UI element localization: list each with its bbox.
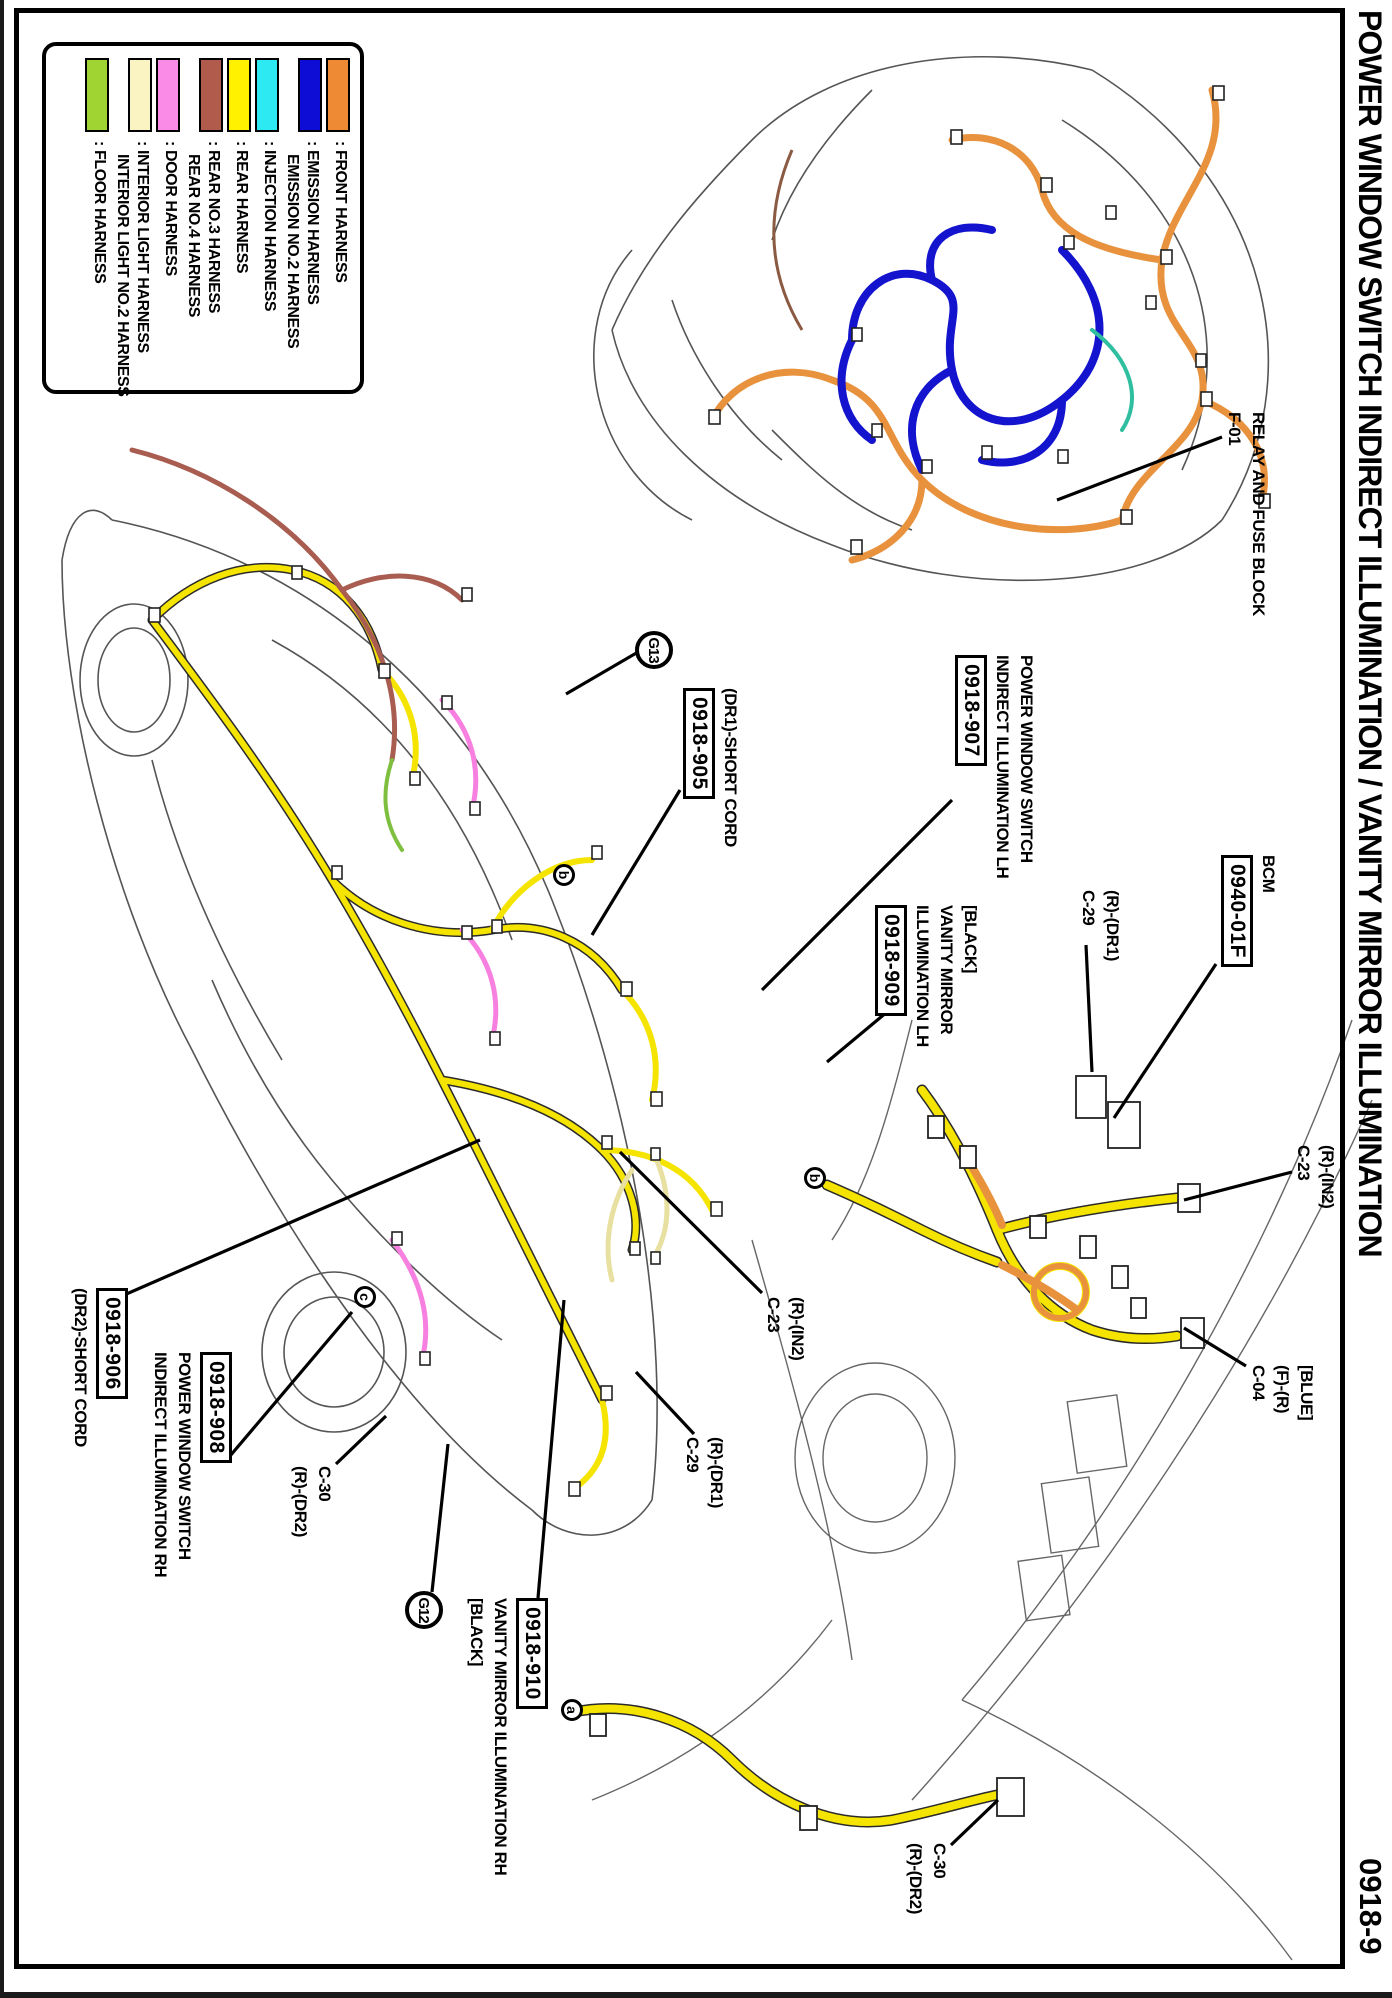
- callout-r-dr1-c29-lower: [680, 1437, 728, 1508]
- legend-label: : DOOR HARNESS: [162, 141, 179, 276]
- callout-line: (R)-(DR1): [1103, 890, 1122, 961]
- legend-swatch: [255, 58, 279, 132]
- callout-bcm: [1221, 855, 1280, 967]
- callout-line: (R)-(IN2): [788, 1297, 807, 1361]
- legend-swatch: [128, 58, 152, 132]
- legend-rows: [85, 58, 350, 397]
- legend-swatch: [326, 58, 350, 132]
- callout-line: POWER WINDOW SWITCH: [175, 1352, 194, 1560]
- legend-row: [283, 58, 322, 390]
- ground-marker-g12: G12: [405, 1591, 443, 1629]
- callout-power-window-switch-rh: [148, 1352, 232, 1577]
- callout-line: [BLUE]: [1297, 1365, 1316, 1421]
- legend-swatch: [85, 58, 109, 132]
- callout-line: (F)-(R): [1273, 1365, 1292, 1414]
- callout-line: (R)-(IN2): [1318, 1145, 1337, 1209]
- legend-row: [326, 58, 350, 390]
- legend-row: [184, 58, 223, 390]
- callout-code: 0918-906: [96, 1288, 128, 1399]
- callout-line: (R)-(DR1): [707, 1437, 726, 1508]
- callout-line: INDIRECT ILLUMINATION RH: [151, 1352, 170, 1578]
- harness-color-legend: [42, 42, 364, 397]
- legend-row: [156, 58, 180, 390]
- callout-line: C-30: [315, 1466, 334, 1502]
- callout-code: 0918-905: [683, 688, 715, 799]
- callout-line: [BLACK]: [467, 1598, 486, 1667]
- scan-edge-bottom: [0, 0, 4, 1998]
- legend-label: : INJECTION HARNESS: [261, 141, 278, 312]
- legend-swatch: [156, 58, 180, 132]
- callout-code: 0918-908: [200, 1352, 232, 1463]
- callout-blue-f-r-c04: [1246, 1365, 1318, 1420]
- legend-row: [113, 58, 152, 397]
- callout-line: VANITY MIRROR ILLUMINATION RH: [491, 1598, 510, 1876]
- legend-label: : EMISSION HARNESS: [304, 141, 321, 305]
- legend-label-secondary: INTERIOR LIGHT NO.2 HARNESS: [114, 154, 131, 397]
- legend-row: [85, 58, 109, 390]
- match-marker-b-cowl: b: [804, 1167, 826, 1189]
- callout-r-dr1-c29-upper: [1076, 890, 1124, 961]
- legend-label: : FLOOR HARNESS: [91, 141, 108, 284]
- legend-label-secondary: EMISSION NO.2 HARNESS: [284, 154, 301, 349]
- callout-line: [BLACK]: [961, 905, 980, 974]
- callout-line: C-29: [1079, 890, 1098, 926]
- callout-vanity-mirror-lh: [875, 905, 982, 1047]
- callout-line: C-04: [1249, 1365, 1268, 1401]
- legend-swatch: [199, 58, 223, 132]
- callout-c30-r-dr2-left: [288, 1466, 336, 1537]
- callout-code: 0918-910: [516, 1598, 548, 1709]
- scan-edge-right: [0, 1992, 1392, 1998]
- page-number: 0918-9: [1353, 1858, 1388, 1955]
- callout-line: POWER WINDOW SWITCH: [1017, 655, 1036, 863]
- legend-swatch: [298, 58, 322, 132]
- legend-row: [227, 58, 251, 390]
- callout-line: (R)-(DR2): [291, 1466, 310, 1537]
- legend-swatch: [227, 58, 251, 132]
- callout-line: C-23: [764, 1297, 783, 1333]
- legend-label-secondary: REAR NO.4 HARNESS: [185, 154, 202, 318]
- callout-vanity-mirror-rh: [464, 1598, 548, 1875]
- legend-label: : INTERIOR LIGHT HARNESS: [134, 141, 151, 353]
- callout-relay-fuse-block: [1222, 412, 1270, 616]
- callout-line: C-23: [1294, 1145, 1313, 1181]
- callout-line: (DR1)-SHORT CORD: [721, 688, 740, 847]
- callout-line: ILLUMINATION LH: [913, 905, 932, 1047]
- page-title: POWER WINDOW SWITCH INDIRECT ILLUMINATION / VANITY MIRROR ILLUMINATION: [1352, 10, 1388, 1257]
- callout-code: 0940-01F: [1221, 855, 1253, 967]
- legend-label: : REAR HARNESS: [233, 141, 250, 274]
- callout-power-window-switch-lh: [955, 655, 1038, 878]
- callout-c30-r-dr2-bottom: [903, 1843, 951, 1914]
- callout-line: (DR2)-SHORT CORD: [71, 1288, 90, 1447]
- callout-line: (R)-(DR2): [906, 1843, 925, 1914]
- callout-line: RELAY AND FUSE BLOCK: [1249, 412, 1268, 616]
- ground-marker-g13: G13: [635, 631, 673, 669]
- match-marker-b-car: b: [553, 864, 575, 886]
- callout-dr1-short-cord: [683, 688, 742, 847]
- legend-label: : FRONT HARNESS: [332, 141, 349, 283]
- callout-line: C-29: [683, 1437, 702, 1473]
- callout-code: 0918-907: [955, 655, 987, 766]
- match-marker-a-cord: a: [561, 1699, 583, 1721]
- callout-code: 0918-909: [875, 905, 907, 1016]
- callout-line: F-01: [1225, 412, 1244, 446]
- callout-r-in2-c23-mid: [761, 1297, 809, 1360]
- match-marker-c: c: [354, 1286, 376, 1308]
- callout-line: INDIRECT ILLUMINATION LH: [993, 655, 1012, 879]
- callout-line: BCM: [1259, 855, 1278, 893]
- callout-line: C-30: [930, 1843, 949, 1879]
- legend-label: : REAR NO.3 HARNESS: [205, 141, 222, 313]
- legend-row: [255, 58, 279, 390]
- callout-line: VANITY MIRROR: [937, 905, 956, 1035]
- callout-r-in2-c23-right: [1291, 1145, 1339, 1208]
- callout-dr2-short-cord: [68, 1288, 128, 1447]
